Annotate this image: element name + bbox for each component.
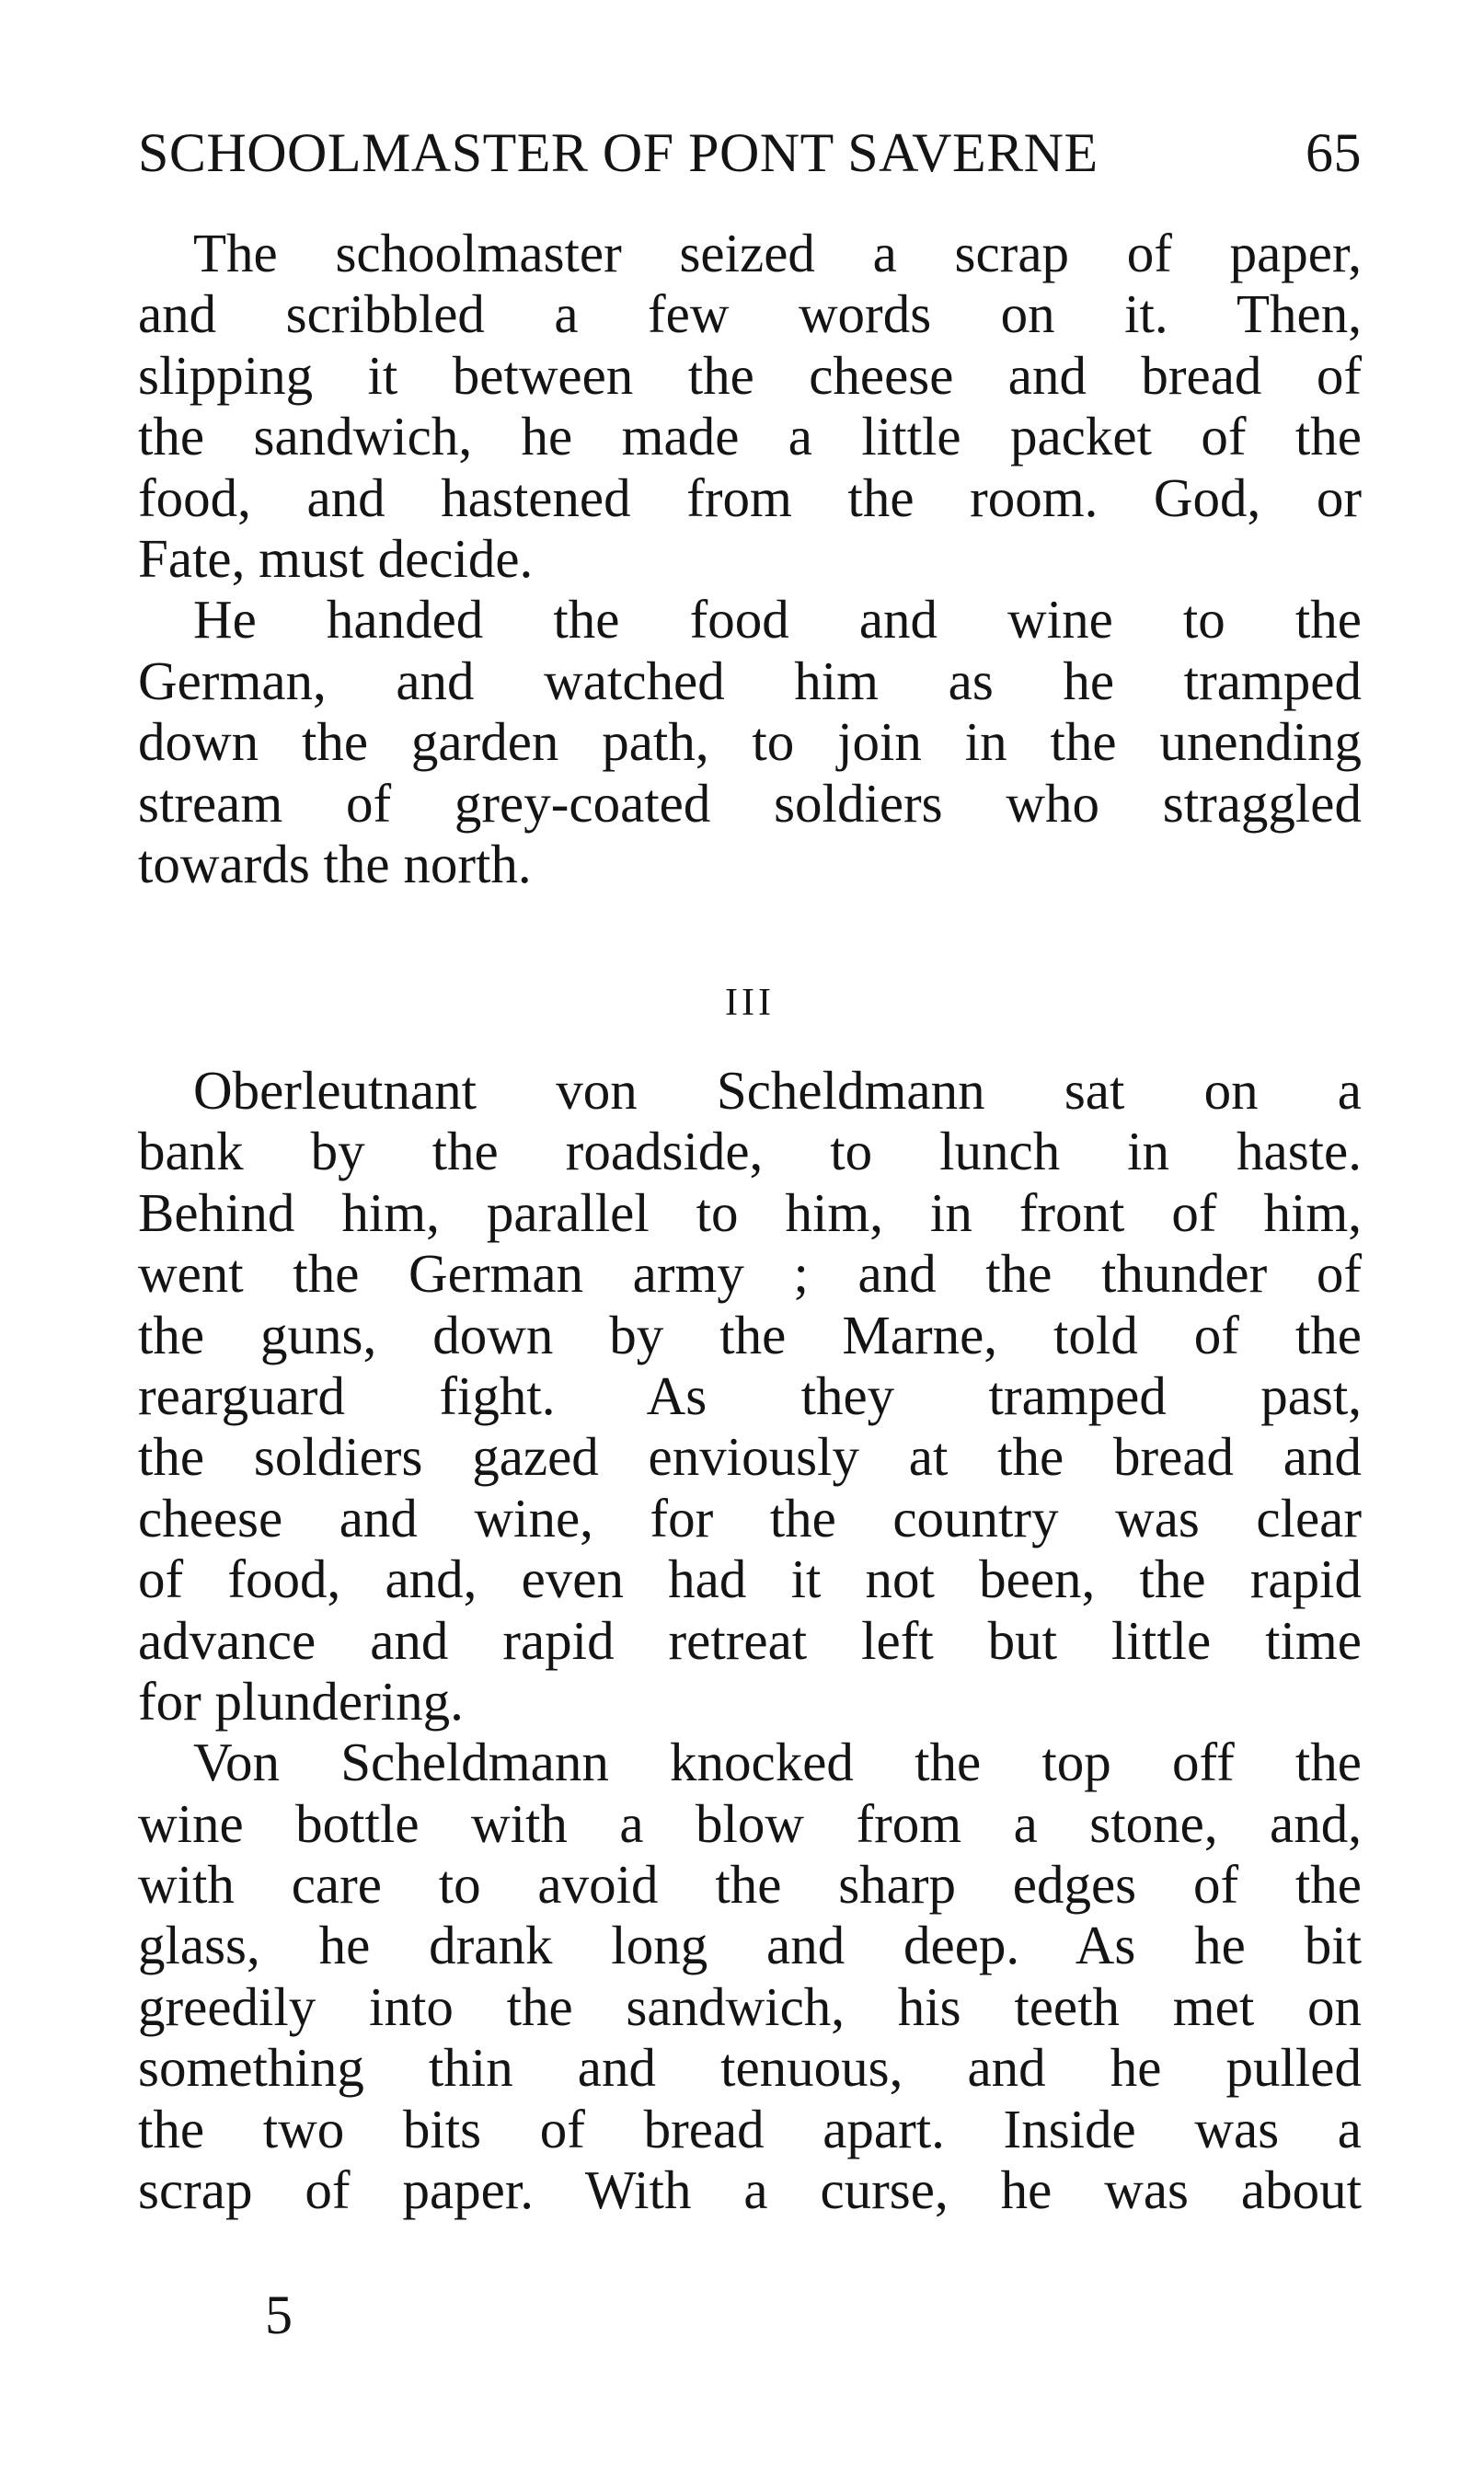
text-line: The schoolmaster seized a scrap of paper,: [193, 223, 1362, 283]
page-number: 65: [1306, 122, 1362, 183]
text-line: bank by the roadside, to lunch in haste.: [138, 1121, 1362, 1182]
text-line: Von Scheldmann knocked the top off the: [193, 1732, 1362, 1793]
text-line: wine bottle with a blow from a stone, and,: [138, 1792, 1362, 1854]
text-line: He handed the food and wine to the: [193, 589, 1362, 650]
text-line: stream of grey-coated soldiers who straggled: [138, 772, 1362, 834]
text-line: down the garden path, to join in the unending: [138, 711, 1362, 773]
text-line: Fate, must decide.: [138, 527, 534, 589]
paragraph-block-2: [138, 1060, 1362, 2220]
book-page: [138, 0, 1362, 2475]
text-line: something thin and tenuous, and he pulled: [138, 2037, 1362, 2099]
text-line: of food, and, even had it not been, the rapid: [138, 1548, 1362, 1610]
text-line: and scribbled a few words on it. Then,: [138, 283, 1362, 345]
signature-mark: 5: [265, 2285, 293, 2345]
text-line: the guns, down by the Marne, told of the: [138, 1304, 1362, 1365]
running-head: [138, 118, 1362, 188]
text-line: food, and hastened from the room. God, or: [138, 466, 1362, 528]
text-line: German, and watched him as he tramped: [138, 650, 1362, 711]
text-line: went the German army ; and the thunder of: [138, 1243, 1362, 1305]
section-numeral: III: [725, 982, 775, 1024]
text-line: scrap of paper. With a curse, he was about: [138, 2159, 1362, 2221]
text-line: Oberleutnant von Scheldmann sat on a: [193, 1060, 1362, 1121]
text-line: Behind him, parallel to him, in front of him,: [138, 1181, 1362, 1243]
text-line: rearguard fight. As they tramped past,: [138, 1364, 1362, 1426]
text-line: for plundering.: [138, 1670, 464, 1732]
text-line: cheese and wine, for the country was clear: [138, 1487, 1362, 1548]
text-line: towards the north.: [138, 833, 532, 894]
text-line: slipping it between the cheese and bread of: [138, 344, 1362, 406]
text-line: the sandwich, he made a little packet of the: [138, 406, 1362, 467]
text-line: the soldiers gazed enviously at the bread and: [138, 1426, 1362, 1488]
text-line: the two bits of bread apart. Inside was a: [138, 2098, 1362, 2159]
paragraph-block-1: [138, 223, 1362, 894]
text-line: glass, he drank long and deep. As he bit: [138, 1915, 1362, 1976]
running-head-title: SCHOOLMASTER OF PONT SAVERNE: [138, 122, 1099, 183]
text-line: advance and rapid retreat left but little time: [138, 1609, 1362, 1671]
text-line: greedily into the sandwich, his teeth met on: [138, 1975, 1362, 2037]
text-line: with care to avoid the sharp edges of the: [138, 1854, 1362, 1916]
